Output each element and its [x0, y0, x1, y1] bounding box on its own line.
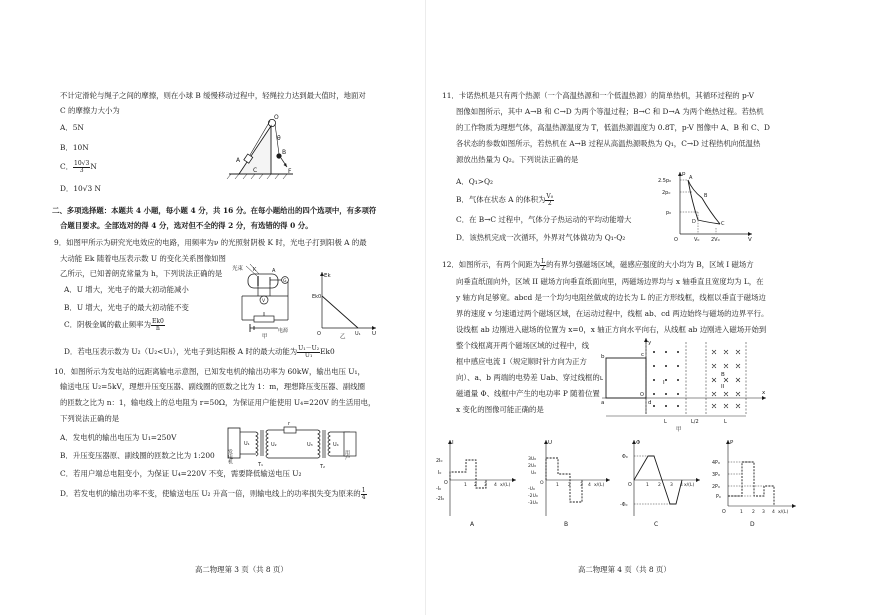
- q12-c-xtick-3: 3: [670, 483, 673, 488]
- q12-b-axis: U: [548, 440, 553, 446]
- q12-figure-label-region-2: II: [721, 384, 725, 390]
- q11-text-line-5: 源放出热量为 Q₂。下列说法正确的是: [456, 155, 579, 164]
- page-3-footer: 高二物理第 3 页（共 8 页）: [195, 565, 288, 574]
- option-label: C．: [60, 162, 74, 171]
- q12-a-xtick-2: 2: [474, 483, 477, 488]
- q12-b-ytick-neg-3u0: -3U₀: [528, 501, 538, 506]
- q9-text-line-2: 大动能 Ek 随着电压表示数 U 的变化关系图像如图: [60, 254, 226, 263]
- option-label: D．: [60, 489, 74, 498]
- q11-text-line-4: 各状态的参数如图所示，若热机在 A→B 过程从高温热源吸热为 Q₁，C→D 过程热机向低温热: [456, 139, 761, 148]
- option-label: B．: [456, 195, 469, 204]
- option-label: B．: [64, 303, 77, 312]
- option-text: 在 B→C 过程中，气体分子热运动的平均动能增大: [469, 215, 632, 224]
- q12-figure-width-l1: L: [664, 419, 667, 425]
- q12-d-xtick-3: 3: [762, 510, 765, 515]
- q9-figure-label-a: A: [272, 268, 276, 274]
- q12-figure-caption-jia: 甲: [676, 427, 682, 433]
- q12-d-xtick-2: 2: [752, 510, 755, 515]
- option-label: A．: [60, 433, 73, 442]
- q11-graph-point-b: B: [704, 193, 708, 199]
- page-4: [430, 0, 870, 615]
- q11-graph-point-c: C: [721, 221, 725, 227]
- option-label: D．: [456, 233, 470, 242]
- q12-text-line-5: 设线框 ab 边刚进入磁场的位置为 x=0，x 轴正方向水平向右，从线框 ab 边刚进入磁场开始到: [456, 325, 767, 334]
- option-text: 若发电机的输出功率不变，使输送电压 U₂ 升高一倍，则输电线上的功率损失变为原来的: [73, 489, 361, 498]
- option-label: A．: [456, 177, 469, 186]
- q11-graph-point-d: D: [692, 219, 696, 225]
- q10-figure-label-u2: U₂: [271, 442, 277, 448]
- q10-figure-label-u4: U₄: [333, 442, 339, 448]
- fraction-denominator: 2: [547, 199, 552, 207]
- fraction-denominator: U₁: [304, 351, 313, 359]
- q12-a-xtick-3: 3: [484, 483, 487, 488]
- q11-text-line-2: 图像如图所示，其中 A→B 和 C→D 为两个等温过程；B→C 和 D→A 为两个绝热过程。若热机: [456, 107, 764, 116]
- q8-figure-label-c: C: [253, 167, 258, 174]
- q12-b-ytick-3u0: 3U₀: [528, 457, 537, 462]
- option-text: 若用户端总电阻变小，为保证 U₄=220V 不变，需要降低输送电压 U₂: [73, 469, 302, 478]
- option-label: D．: [64, 347, 78, 356]
- q12-graph-c: [620, 434, 705, 530]
- fraction-denominator: 3: [79, 166, 84, 174]
- option-text-tail: Ek0: [320, 347, 335, 356]
- fraction-numerator: 1: [361, 486, 366, 494]
- option-text: U 增大，光电子的最大初动能不变: [76, 303, 189, 312]
- q10-figure-label-u3: U₃: [307, 442, 313, 448]
- q10-figure-label-generator: 发电机: [227, 449, 233, 464]
- q12-text-line-1: [442, 258, 754, 272]
- page-4-footer: 高二物理第 4 页（共 8 页）: [578, 565, 671, 574]
- fraction: [297, 346, 320, 359]
- q10-option-b: [60, 451, 215, 461]
- q12-a-xlabel: x/(L): [500, 483, 511, 488]
- option-label: D．: [60, 184, 74, 193]
- q12-a-ytick-neg-i0: -I₀: [436, 487, 442, 492]
- q12-a-letter: A: [470, 521, 475, 528]
- q8-text-line-1: 不计定滑轮与绳子之间的摩擦，则在小球 B 缓慢移动过程中，轻绳拉力达到最大值时，地面对: [60, 91, 366, 100]
- q9-graph-axis-ek: Ek: [324, 273, 331, 279]
- q12-text-line-6: 整个线框离开两个磁场区域的过程中，线: [456, 341, 590, 350]
- q12-c-origin: O: [628, 483, 632, 488]
- q8-figure-label-f: F: [288, 168, 292, 175]
- q10-figure-label-t1: T₁: [258, 462, 264, 468]
- q12-b-ytick-u0: U₀: [531, 471, 537, 476]
- q12-c-axis: Φ: [636, 440, 641, 446]
- q9-circuit-figure: [232, 262, 312, 338]
- q9-figure-caption-jia: 甲: [262, 334, 268, 340]
- option-label: C．: [64, 320, 78, 329]
- q8-figure-label-b: B: [282, 149, 287, 156]
- q12-b-ytick-2u0: 2U₀: [528, 464, 537, 469]
- q11-graph-point-a: A: [689, 175, 693, 181]
- q12-d-axis: P: [730, 440, 734, 446]
- q9-graph-origin: O: [317, 331, 321, 337]
- section-2-heading-line-2: 合题目要求。全部选对的得 4 分，选对但不全的得 2 分，有选错的得 0 分。: [60, 221, 313, 230]
- q12-b-xtick-3: 3: [580, 483, 583, 488]
- option-text: 气体在状态 A 的体积为: [468, 195, 546, 204]
- q9-figure-label-source: 电源: [278, 328, 289, 334]
- q10-text-line-4: 下列说法正确的是: [60, 414, 120, 423]
- q12-text-pre: 12．如图所示，有两个间距为: [442, 260, 541, 269]
- q9-figure-caption-yi: 乙: [340, 334, 346, 340]
- q9-graph-axis-u: U: [372, 331, 377, 337]
- q9-graph-label-ek0: Ek0: [312, 294, 322, 300]
- q12-figure-label-b-corner: b: [601, 354, 605, 360]
- q12-text-line-9: 磁通量 Φ、线框中产生的电功率 P 随着位置: [456, 389, 600, 398]
- q12-figure-label-c: c: [641, 352, 645, 358]
- option-text: 5N: [72, 123, 84, 132]
- fraction-denominator: 4: [361, 493, 366, 501]
- q12-a-ytick-2i0: 2I₀: [436, 459, 443, 464]
- fraction: [73, 161, 90, 174]
- q9-ek-u-graph: [312, 268, 380, 338]
- q8-text-line-2: C 的摩擦力大小为: [60, 106, 120, 115]
- q12-c-xlabel: x/(L): [684, 483, 695, 488]
- q9-option-c: [64, 318, 165, 332]
- q9-text-line-1: 9．如图甲所示为研究光电效应的电路，用频率为ν 的光照射阴极 K 时，光电子打到阳极 A 的最: [54, 238, 367, 247]
- q11-graph-tick-p0: p₀: [666, 210, 672, 216]
- q10-figure-label-u1: U₁: [244, 441, 250, 447]
- option-label: A．: [60, 123, 73, 132]
- q12-d-ytick-2p0: 2P₀: [712, 485, 720, 490]
- q10-option-a: [60, 433, 176, 443]
- q10-figure-label-t2: T₂: [320, 464, 326, 470]
- q10-option-d: [60, 487, 367, 501]
- q12-text-line-4: 界的速度 v 匀速通过两个磁场区域，在运动过程中，线框 ab、cd 两边始终与磁场的边界平行。: [456, 309, 769, 318]
- q12-figure-label-side-l: L: [600, 376, 604, 382]
- q12-c-xtick-2: 2: [658, 483, 661, 488]
- q12-figure-label-field-b: B: [721, 372, 725, 378]
- q11-option-d: [456, 233, 625, 243]
- option-label: B．: [60, 143, 73, 152]
- q9-option-d: [64, 345, 335, 359]
- q11-graph-origin: O: [674, 237, 678, 243]
- q12-text-post: 的有界匀强磁场区域，磁感应强度的大小均为 B，区域 I 磁场方: [546, 260, 754, 269]
- q12-b-ytick-neg-u0: -U₀: [528, 487, 535, 492]
- q12-c-ytick-neg-phi0: -Φ₀: [620, 503, 628, 508]
- q8-option-d: [60, 184, 101, 194]
- option-text: 发电机的输出电压为 U₁=250V: [72, 433, 177, 442]
- fraction-denominator: h: [155, 324, 160, 332]
- q8-figure-label-theta: θ: [277, 135, 281, 142]
- fraction-numerator: L: [541, 257, 546, 265]
- q9-graph-label-u1: U₁: [355, 331, 361, 337]
- q12-text-line-7: 框中感应电流 I（规定顺时针方向为正方: [456, 357, 587, 366]
- q8-incline-figure: [225, 112, 295, 182]
- fraction-numerator: U₁－U₂: [298, 344, 320, 352]
- q9-figure-label-light: 光束: [232, 266, 244, 272]
- q11-graph-tick-2p0: 2p₀: [662, 190, 671, 196]
- q11-graph-axis-v: V: [748, 237, 752, 243]
- q12-d-ytick-3p0: 3P₀: [712, 473, 720, 478]
- q12-field-figure: [590, 336, 772, 433]
- q11-option-a: [456, 177, 493, 187]
- q11-pv-graph: [658, 168, 758, 246]
- q12-figure-gap-half-l: L/2: [691, 419, 699, 425]
- fraction: [545, 194, 554, 207]
- q12-a-axis: I: [452, 440, 454, 446]
- fraction-numerator: V₀: [546, 192, 554, 200]
- q12-a-origin: O: [444, 481, 448, 486]
- q10-figure-label-user: 用户: [344, 450, 350, 460]
- option-text: Q₁>Q₂: [468, 177, 493, 186]
- option-unit: N: [90, 162, 97, 171]
- q9-figure-label-v: V: [262, 299, 266, 304]
- q12-text-line-10: x 变化的图像可能正确的是: [456, 405, 544, 414]
- q9-figure-label-g: G: [283, 279, 287, 284]
- q12-b-xlabel: x/(L): [594, 483, 605, 488]
- option-label: B．: [60, 451, 73, 460]
- q12-c-ytick-phi0: Φ₀: [622, 455, 628, 460]
- q12-d-xtick-1: 1: [740, 510, 743, 515]
- q12-figure-label-region-1: I: [663, 380, 665, 386]
- q11-graph-axis-p: p: [682, 171, 686, 177]
- option-text: 10√3 N: [73, 184, 101, 193]
- q12-c-xtick-1: 1: [646, 483, 649, 488]
- q11-option-c: [456, 215, 631, 225]
- q10-transmission-figure: [222, 418, 372, 472]
- q12-a-ytick-neg-2i0: -2I₀: [436, 497, 445, 502]
- q12-graph-d: [712, 434, 802, 530]
- q11-text-line-3: 的工作物质为理想气体，高温热源温度为 T，低温热源温度为 0.8T，p-V 图像中 A、B 和 C、D: [456, 123, 770, 132]
- q12-text-line-8: 向）、a、b 两端的电势差 Uab、穿过线框的: [456, 373, 600, 382]
- option-label: C．: [456, 215, 470, 224]
- q12-figure-label-y: y: [648, 340, 652, 346]
- q12-graph-a: [436, 434, 521, 530]
- q12-text-line-2: 向垂直纸面向外，区域 II 磁场方向垂直纸面向里，两磁场边界均与 x 轴垂直且宽度均为 L，在: [456, 277, 764, 286]
- q8-option-a: [60, 123, 84, 133]
- q8-option-b: [60, 143, 89, 153]
- q12-d-origin: O: [722, 510, 726, 515]
- fraction-denominator: 2: [541, 264, 545, 272]
- q12-b-xtick-2: 2: [568, 483, 571, 488]
- page-3: [0, 0, 430, 615]
- q12-c-letter: C: [654, 521, 659, 528]
- q12-graph-b: [528, 434, 613, 530]
- q12-a-xtick-4: 4: [494, 483, 497, 488]
- q12-figure-label-a: a: [601, 400, 605, 406]
- q12-b-letter: B: [564, 521, 569, 528]
- q12-b-ytick-neg-2u0: -2U₀: [528, 494, 538, 499]
- q12-figure-width-l2: L: [724, 419, 727, 425]
- q10-text-line-3: 的匝数之比为 n：1，输电线上的总电阻为 r=50Ω，为保证用户能使用 U₄=220V 的生活用电，: [60, 398, 376, 407]
- option-text: 10N: [72, 143, 89, 152]
- option-label: A．: [64, 285, 77, 294]
- fraction-numerator: Ek0: [151, 317, 164, 325]
- q11-graph-tick-2-5p0: 2.5p₀: [658, 178, 672, 184]
- fraction: [151, 319, 165, 332]
- q12-text-line-3: y 轴方向足够宽。abcd 是一个均匀电阻丝做成的边长为 L 的正方形线框，线框以垂直于磁场边: [456, 293, 766, 302]
- q12-b-xtick-4: 4: [588, 483, 591, 488]
- q9-option-b: [64, 303, 189, 313]
- option-text: 阴极金属的截止频率为: [77, 320, 151, 329]
- q12-d-xlabel: x/(L): [778, 510, 789, 515]
- q8-figure-label-o: O: [274, 114, 279, 121]
- option-label: C．: [60, 469, 74, 478]
- q12-d-ytick-4p0: 4P₀: [712, 461, 720, 466]
- q8-option-c: [60, 160, 97, 174]
- q11-graph-tick-2v0: 2V₀: [711, 237, 720, 243]
- q12-c-xtick-4: 4: [680, 483, 683, 488]
- q12-figure-origin: O: [640, 392, 644, 398]
- option-text: 若电压表示数为 U₂（U₂<U₁），光电子到达阳极 A 时的最大动能为: [77, 347, 298, 356]
- option-text: U 增大，光电子的最大初动能减小: [76, 285, 189, 294]
- q9-figure-label-k: K: [253, 267, 257, 273]
- q9-option-a: [64, 285, 189, 295]
- q10-figure-label-r: r: [288, 421, 291, 427]
- q10-text-line-2: 输送电压 U₂=5kV，理想升压变压器、副线圈的匝数之比为 1：m，理想降压变压器、副线圈: [60, 382, 365, 391]
- q12-figure-axis-x: x: [762, 390, 766, 396]
- q12-d-xtick-4: 4: [772, 510, 775, 515]
- q12-d-ytick-p0: P₀: [716, 495, 721, 500]
- q11-text-line-1: 11．卡诺热机是只有两个热源（一个高温热源和一个低温热源）的简单热机，其循环过程的 p-V: [442, 91, 755, 100]
- q12-figure-label-d: d: [648, 400, 652, 406]
- fraction: [361, 488, 367, 501]
- section-2-heading: 二、多项选择题：本题共 4 小题，每小题 4 分，共 16 分。在每小题给出的四个选项中，有多项符: [52, 206, 377, 215]
- q12-b-origin: O: [540, 481, 544, 486]
- q10-text-line-1: 10．如图所示为发电站的远距离输电示意图，已知发电机的输出功率为 60kW，输出电压 U₁，: [54, 367, 365, 376]
- q11-option-b: [456, 193, 554, 207]
- q12-d-letter: D: [750, 521, 755, 528]
- q9-text-line-3: 乙所示，已知普朗克常量为 h，下列说法正确的是: [60, 269, 223, 278]
- q11-graph-tick-v0: V₀: [694, 237, 700, 243]
- option-text: 该热机完成一次循环，外界对气体做功为 Q₁-Q₂: [469, 233, 626, 242]
- q12-a-ytick-i0: I₀: [438, 471, 442, 476]
- fraction-numerator: 10√3: [74, 159, 90, 167]
- q12-b-xtick-1: 1: [556, 483, 559, 488]
- option-text: 升压变压器原、副线圈的匝数之比为 1:200: [72, 451, 215, 460]
- q8-figure-label-a: A: [236, 157, 241, 164]
- q12-a-xtick-1: 1: [464, 483, 467, 488]
